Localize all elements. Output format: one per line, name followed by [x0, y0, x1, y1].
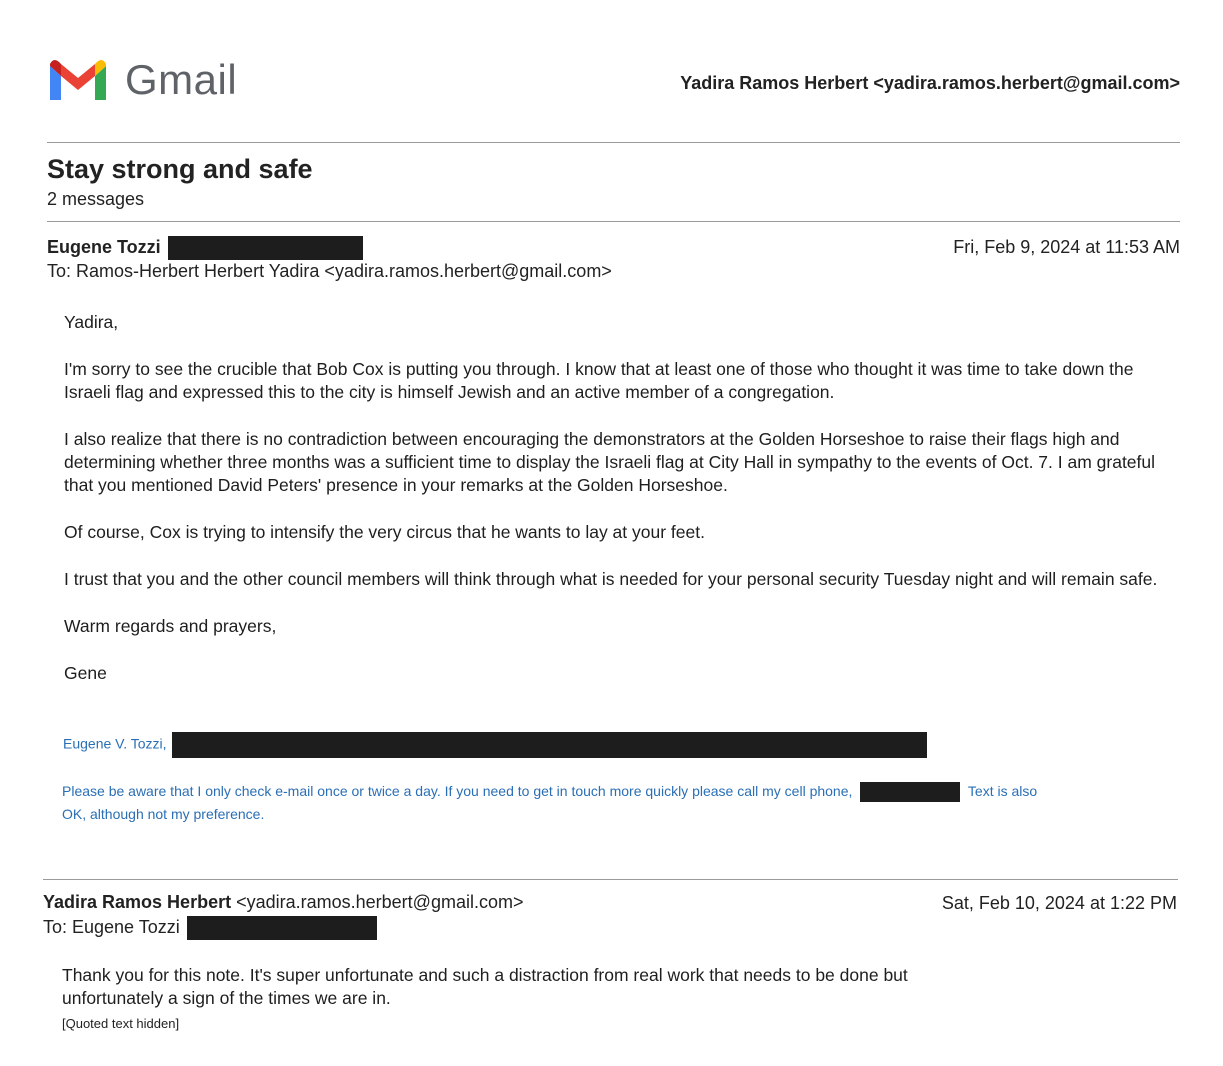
signature-note: Please be aware that I only check e-mail once or twice a day. If you need to get in touch more quickly please call my cell phone, Text is also OK, although not my preference.: [62, 783, 1038, 822]
message-2-from: [43, 892, 523, 913]
message-1-date: Fri, Feb 9, 2024 at 11:53 AM: [953, 237, 1180, 257]
signature-name-line: [63, 732, 927, 758]
redaction: [168, 236, 363, 260]
redaction: [172, 732, 927, 758]
quoted-text-toggle[interactable]: [Quoted text hidden]: [62, 1016, 180, 1031]
account-label: Yadira Ramos Herbert <yadira.ramos.herbert@gmail.com>: [680, 73, 1180, 93]
redaction: [860, 782, 960, 802]
paragraph: I'm sorry to see the crucible that Bob Cox is putting you through. I know that at least one of those who thought it was time to take down the Israeli flag and expressed this to the city is himself Jewish and an active member of a congregation.: [64, 359, 1134, 402]
divider: [43, 879, 1178, 880]
paragraph: I trust that you and the other council members will think through what is needed for your personal security Tuesday night and will remain safe.: [64, 569, 1158, 589]
paragraph: Of course, Cox is trying to intensify the very circus that he wants to lay at your feet.: [64, 522, 705, 542]
divider: [47, 221, 1180, 222]
redaction: [187, 916, 377, 940]
message-count: 2 messages: [47, 189, 145, 209]
paragraph: I also realize that there is no contradiction between encouraging the demonstrators at the Golden Horseshoe to raise their flags high and determining whether three months was a sufficient time to display the Israeli flag at City Hall in sympathy to the events of Oct. 7. I am grateful that you mentioned David Peters' presence in your remarks at the Golden Horseshoe.: [64, 429, 1156, 495]
paragraph: unfortunately a sign of the times we are in.: [62, 988, 391, 1008]
paragraph: Gene: [64, 663, 107, 683]
message-2-body: [62, 964, 1172, 1010]
sender-name: Yadira Ramos Herbert: [43, 892, 232, 912]
message-1-from: [47, 236, 363, 260]
message-1-body: [64, 311, 1174, 685]
gmail-logo-icon: [46, 56, 110, 104]
paragraph: Thank you for this note. It's super unfortunate and such a distraction from real work that needs to be done but: [62, 965, 908, 985]
sender-name: Eugene Tozzi: [47, 236, 161, 257]
gmail-wordmark: Gmail: [125, 56, 238, 103]
signature-name: Eugene V. Tozzi,: [63, 735, 167, 752]
paragraph: Yadira,: [64, 312, 119, 332]
paragraph: Warm regards and prayers,: [64, 616, 277, 636]
message-2-date: Sat, Feb 10, 2024 at 1:22 PM: [941, 893, 1177, 913]
message-2-to: To: Eugene Tozzi: [43, 916, 377, 940]
divider: [47, 142, 1180, 143]
message-1-to: To: Ramos-Herbert Herbert Yadira <yadira.ramos.herbert@gmail.com>: [47, 261, 612, 281]
sender-email: <yadira.ramos.herbert@gmail.com>: [236, 892, 524, 912]
thread-subject: Stay strong and safe: [47, 154, 313, 184]
